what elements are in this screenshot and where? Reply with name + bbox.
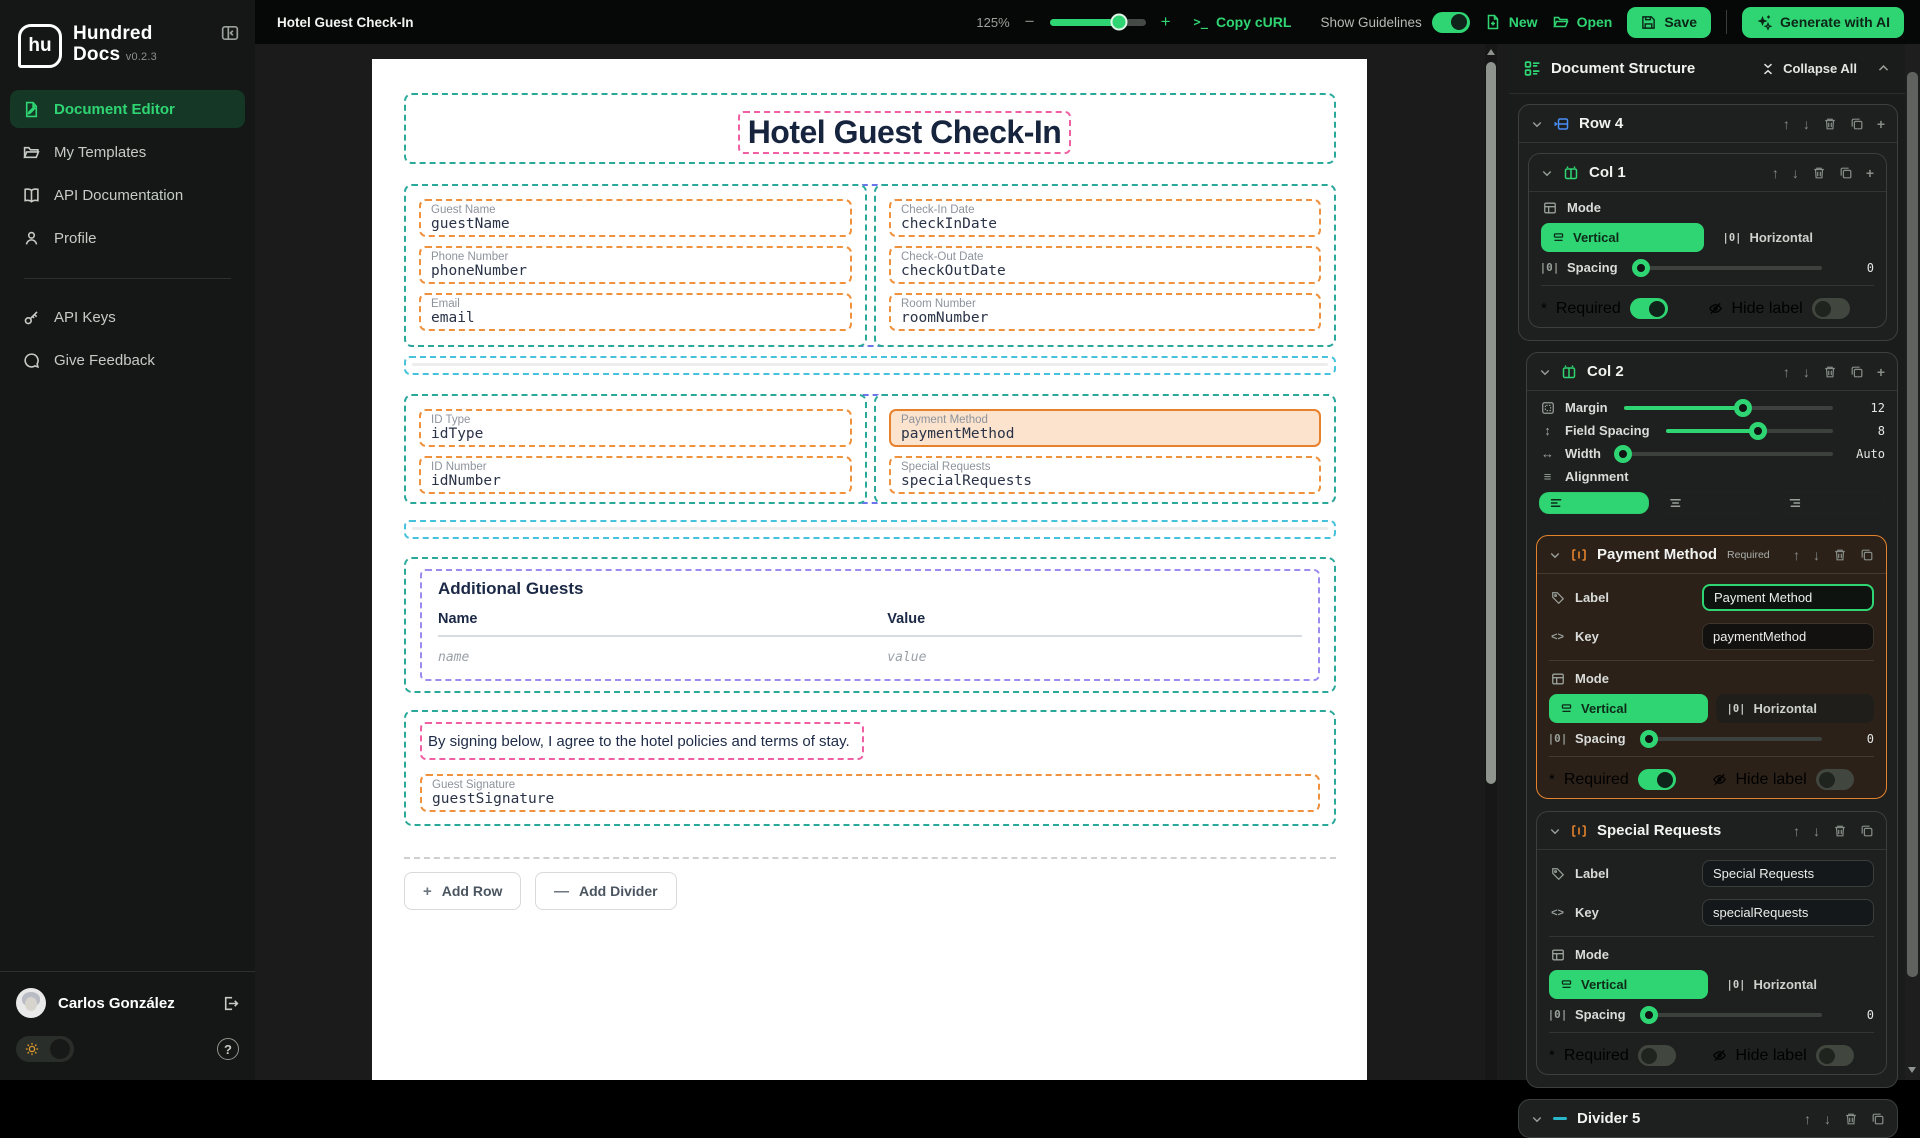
- structure-card-special-requests: [1536, 811, 1887, 1075]
- spacing-value: 0: [1866, 731, 1874, 746]
- document-title: Hotel Guest Check-In: [277, 14, 414, 30]
- key-input[interactable]: [1702, 899, 1874, 926]
- spacing-slider[interactable]: [1642, 737, 1822, 741]
- open-folder-icon: [1553, 14, 1569, 30]
- collapse-all-icon: [1761, 62, 1775, 76]
- section-separator: [1549, 660, 1874, 661]
- minus-icon: —: [554, 882, 569, 900]
- window-scrollbar-thumb[interactable]: [1907, 72, 1918, 977]
- required-label: Required: [1555, 299, 1621, 317]
- structure-card-payment-method: [1536, 535, 1887, 799]
- add-row-button[interactable]: + Add Row: [404, 872, 521, 910]
- title-block[interactable]: [738, 111, 1071, 154]
- book-icon: [23, 187, 41, 204]
- move-down-icon[interactable]: ↓: [1813, 822, 1820, 839]
- zoom-in-button[interactable]: +: [1160, 12, 1171, 31]
- spacing-slider[interactable]: [1634, 266, 1822, 270]
- spacing-label: Spacing: [1575, 1007, 1626, 1022]
- code-key-icon: <>: [1551, 906, 1564, 919]
- mode-icon: [1541, 201, 1558, 215]
- duplicate-icon[interactable]: [1839, 166, 1853, 180]
- window-scrollbar[interactable]: [1905, 44, 1920, 1080]
- column-icon: [1561, 364, 1577, 380]
- required-badge: Required: [1727, 548, 1770, 561]
- card-separator: [1519, 142, 1897, 143]
- show-guidelines-label: Show Guidelines: [1320, 14, 1422, 30]
- sidebar-item-my-templates[interactable]: [10, 133, 245, 171]
- alignment-label: Alignment: [1565, 469, 1629, 484]
- horizontal-mode-icon: |0|: [1722, 231, 1742, 244]
- structure-icon: [1524, 60, 1541, 77]
- brand-name-top: Hundred: [73, 23, 153, 44]
- open-button[interactable]: Open: [1553, 14, 1613, 30]
- hide-label-label: Hide label: [1735, 770, 1807, 788]
- move-down-icon[interactable]: ↓: [1791, 164, 1799, 181]
- document-editor-icon: [23, 101, 41, 118]
- margin-icon: [1539, 401, 1556, 415]
- sidebar-item-label: My Templates: [54, 143, 147, 161]
- field-spacing-icon: ↕: [1544, 423, 1551, 438]
- slider-knob[interactable]: [1640, 1006, 1658, 1024]
- generate-with-ai-button[interactable]: Generate with AI: [1742, 7, 1904, 38]
- align-center-button[interactable]: [1657, 492, 1767, 514]
- spacing-label: Spacing: [1575, 731, 1626, 746]
- mode-label: Mode: [1567, 200, 1601, 215]
- person-icon: [23, 230, 41, 247]
- field-payment-method-selected[interactable]: Payment Method paymentMethod: [889, 409, 1321, 447]
- divider5-title: Divider 5: [1577, 1110, 1641, 1127]
- label-input[interactable]: [1702, 860, 1874, 887]
- table-row[interactable]: [438, 637, 1302, 678]
- canvas-scrollbar[interactable]: [1485, 44, 1497, 1080]
- payment-header[interactable]: [1537, 536, 1886, 573]
- hide-label-toggle-off[interactable]: [1816, 1045, 1854, 1066]
- structure-card-col1: [1528, 153, 1887, 328]
- key-label: Key: [1575, 629, 1599, 644]
- sidebar-nav: [0, 90, 255, 379]
- move-up-icon[interactable]: ↑: [1793, 546, 1800, 563]
- key-icon: [23, 309, 41, 326]
- terminal-icon: >_: [1193, 15, 1208, 29]
- form-row-2[interactable]: [404, 184, 1336, 347]
- sidebar: [0, 0, 255, 1080]
- panel-collapse-chevron[interactable]: [1877, 62, 1890, 75]
- sidebar-item-label: API Documentation: [54, 186, 184, 204]
- required-label: Required: [1563, 1046, 1629, 1064]
- add-divider-button[interactable]: — Add Divider: [535, 872, 677, 910]
- field-spacing-label: Field Spacing: [1565, 423, 1650, 438]
- label-label: Label: [1575, 866, 1609, 881]
- eye-off-icon: [1712, 772, 1727, 787]
- field-check-in-date[interactable]: Check-In Date checkInDate: [889, 199, 1321, 237]
- row4-header[interactable]: [1519, 105, 1897, 142]
- field-id-type[interactable]: ID Type idType: [419, 409, 852, 447]
- sidebar-item-api-documentation[interactable]: [10, 176, 245, 214]
- save-floppy-icon: [1641, 15, 1656, 30]
- tag-icon: [1549, 867, 1566, 881]
- canvas-scrollbar-thumb[interactable]: [1486, 62, 1496, 784]
- column-icon: [1563, 165, 1579, 181]
- label-input-focused[interactable]: [1702, 584, 1874, 611]
- duplicate-icon[interactable]: [1860, 824, 1874, 838]
- agreement-text-block[interactable]: By signing below, I agree to the hotel policies and terms of stay.: [420, 722, 864, 760]
- spacing-slider[interactable]: [1642, 1013, 1822, 1017]
- table-heading: Additional Guests: [438, 579, 584, 598]
- move-down-icon[interactable]: ↓: [1813, 546, 1820, 563]
- col2-title: Col 2: [1587, 363, 1624, 380]
- required-asterisk-icon: *: [1549, 1047, 1555, 1064]
- duplicate-icon[interactable]: [1850, 117, 1864, 131]
- mode-label: Mode: [1575, 671, 1609, 686]
- drop-target-line: [404, 857, 1336, 859]
- sidebar-item-give-feedback[interactable]: [10, 341, 245, 379]
- brand-name-bottom: Docs: [73, 43, 121, 65]
- divider-line: [412, 363, 1328, 366]
- sparkles-icon: [1756, 14, 1772, 30]
- section-separator: [1549, 756, 1874, 757]
- spacing-icon: |0|: [1547, 1008, 1568, 1021]
- payment-title: Payment Method: [1597, 546, 1718, 563]
- slider-knob[interactable]: [1640, 730, 1658, 748]
- label-label: Label: [1575, 590, 1609, 605]
- form-row-5[interactable]: [404, 710, 1336, 826]
- tag-icon: [1549, 591, 1566, 605]
- width-slider[interactable]: [1617, 452, 1833, 456]
- width-value: Auto: [1856, 446, 1885, 461]
- sidebar-item-profile[interactable]: [10, 219, 245, 257]
- mode-horizontal-button[interactable]: |0| Horizontal: [1726, 977, 1818, 992]
- new-file-icon: [1485, 14, 1501, 30]
- table-cell-name: name: [438, 650, 470, 665]
- divider-line: [412, 527, 1328, 530]
- sidebar-item-api-keys[interactable]: [10, 298, 245, 336]
- required-asterisk-icon: *: [1541, 300, 1547, 317]
- structure-card-divider5: [1518, 1099, 1898, 1138]
- add-icon[interactable]: +: [1876, 115, 1885, 132]
- table-col-value: Value: [887, 611, 926, 627]
- theme-toggle-knob: [50, 1039, 70, 1059]
- sun-icon: [25, 1042, 39, 1056]
- document-structure-panel: [1509, 44, 1905, 1127]
- sidebar-item-document-editor[interactable]: [10, 90, 245, 128]
- form-row-3[interactable]: [404, 394, 1336, 504]
- chevron-down-icon[interactable]: [1531, 118, 1543, 130]
- move-up-icon[interactable]: ↑: [1771, 164, 1779, 181]
- theme-toggle[interactable]: [16, 1036, 74, 1062]
- chevron-down-icon[interactable]: [1541, 167, 1553, 179]
- new-button[interactable]: New: [1485, 14, 1538, 30]
- field-guest-name[interactable]: Guest Name guestName: [419, 199, 852, 237]
- section-separator: [1549, 936, 1874, 937]
- sidebar-item-label: Document Editor: [54, 100, 175, 118]
- spacing-label: Spacing: [1567, 260, 1618, 275]
- row2-col2[interactable]: [874, 184, 1336, 347]
- field-email[interactable]: Email email: [419, 293, 852, 331]
- mode-icon: [1549, 948, 1566, 962]
- sidebar-collapse-icon[interactable]: [221, 24, 239, 42]
- field-phone-number[interactable]: Phone Number phoneNumber: [419, 246, 852, 284]
- additional-guests-table[interactable]: [420, 569, 1320, 681]
- field-spacing-slider[interactable]: [1666, 429, 1833, 433]
- col1-header[interactable]: [1529, 154, 1886, 191]
- field-check-out-date[interactable]: Check-Out Date checkOutDate: [889, 246, 1321, 284]
- width-icon: ↔: [1541, 446, 1554, 461]
- field-room-number[interactable]: Room Number roomNumber: [889, 293, 1321, 331]
- help-button[interactable]: ?: [217, 1038, 239, 1060]
- slider-knob[interactable]: [1749, 422, 1767, 440]
- required-toggle-on[interactable]: [1630, 298, 1668, 319]
- section-separator: [1541, 285, 1874, 286]
- table-cell-value: value: [887, 650, 927, 665]
- field-id-number[interactable]: ID Number idNumber: [419, 456, 852, 494]
- vertical-mode-icon: [1552, 231, 1565, 244]
- col1-title: Col 1: [1589, 164, 1626, 181]
- col2-header[interactable]: [1527, 353, 1897, 390]
- slider-knob[interactable]: [1632, 259, 1650, 277]
- move-down-icon[interactable]: ↓: [1802, 363, 1810, 380]
- copy-curl-button[interactable]: >_ Copy cURL: [1193, 14, 1292, 30]
- key-input[interactable]: [1702, 623, 1874, 650]
- special-header[interactable]: [1537, 812, 1886, 849]
- duplicate-icon[interactable]: [1860, 548, 1874, 562]
- hide-label-label: Hide label: [1731, 299, 1803, 317]
- mode-vertical-button[interactable]: Vertical: [1549, 694, 1708, 723]
- spacing-icon: |0|: [1539, 261, 1560, 274]
- form-title: Hotel Guest Check-In: [747, 114, 1062, 150]
- row3-col2[interactable]: [874, 394, 1336, 504]
- zoom-slider[interactable]: [1050, 19, 1146, 26]
- mode-vertical-button[interactable]: Vertical: [1541, 223, 1704, 252]
- zoom-out-button[interactable]: −: [1024, 12, 1035, 31]
- form-row-4[interactable]: [404, 557, 1336, 693]
- alignment-icon: ≡: [1543, 469, 1552, 484]
- sidebar-item-label: Give Feedback: [54, 351, 155, 369]
- eye-off-icon: [1712, 1048, 1727, 1063]
- slider-knob[interactable]: [1734, 399, 1752, 417]
- trash-icon[interactable]: [1823, 117, 1837, 131]
- slider-knob[interactable]: [1614, 445, 1632, 463]
- topbar: [255, 0, 1920, 44]
- user-name: Carlos González: [58, 994, 175, 1012]
- field-guest-signature[interactable]: Guest Signature guestSignature: [420, 774, 1320, 812]
- row3-col1[interactable]: [404, 394, 867, 504]
- row2-col1[interactable]: [404, 184, 867, 347]
- trash-icon[interactable]: [1844, 1112, 1858, 1126]
- panel-body: [1509, 94, 1905, 1127]
- panel-header: [1509, 44, 1905, 94]
- hide-label-toggle-off[interactable]: [1816, 769, 1854, 790]
- eye-off-icon: [1708, 301, 1723, 316]
- move-down-icon[interactable]: ↓: [1802, 115, 1810, 132]
- width-label: Width: [1565, 446, 1601, 461]
- scrollbar-down-arrow[interactable]: [1908, 1067, 1916, 1073]
- special-title: Special Requests: [1597, 822, 1722, 839]
- sidebar-item-label: API Keys: [54, 308, 116, 326]
- margin-label: Margin: [1565, 400, 1608, 415]
- spacing-value: 0: [1866, 1007, 1874, 1022]
- hide-label-toggle-off[interactable]: [1812, 298, 1850, 319]
- mode-icon: [1549, 672, 1566, 686]
- brand: [0, 0, 255, 84]
- duplicate-icon[interactable]: [1871, 1112, 1885, 1126]
- templates-folder-icon: [23, 144, 41, 161]
- hide-label-label: Hide label: [1735, 1046, 1807, 1064]
- mode-label: Mode: [1575, 947, 1609, 962]
- sidebar-footer: [0, 971, 255, 1080]
- plus-icon: +: [423, 882, 432, 900]
- field-icon: [1571, 547, 1587, 563]
- avatar: [16, 988, 46, 1018]
- zoom-slider-fill: [1050, 19, 1119, 26]
- app-version: v0.2.3: [125, 50, 157, 63]
- collapse-all-button[interactable]: Collapse All: [1761, 61, 1857, 76]
- sidebar-divider: [24, 278, 231, 279]
- horizontal-mode-icon: |0|: [1726, 978, 1746, 991]
- chevron-down-icon[interactable]: [1549, 825, 1561, 837]
- sidebar-item-label: Profile: [54, 229, 97, 247]
- required-asterisk-icon: *: [1549, 771, 1555, 788]
- required-toggle-on[interactable]: [1638, 769, 1676, 790]
- zoom-level: 125%: [976, 14, 1010, 30]
- spacing-value: 0: [1866, 260, 1874, 275]
- move-up-icon[interactable]: ↑: [1782, 363, 1790, 380]
- trash-icon[interactable]: [1823, 365, 1837, 379]
- mode-horizontal-button[interactable]: |0| Horizontal: [1716, 694, 1875, 723]
- panel-title: Document Structure: [1551, 60, 1696, 77]
- code-key-icon: <>: [1551, 630, 1564, 643]
- editor-canvas: [255, 44, 1509, 1080]
- field-icon: [1571, 823, 1587, 839]
- move-up-icon[interactable]: ↑: [1804, 1110, 1811, 1127]
- divider5-header[interactable]: [1519, 1100, 1897, 1137]
- trash-icon[interactable]: [1833, 824, 1847, 838]
- key-label: Key: [1575, 905, 1599, 920]
- show-guidelines-toggle[interactable]: [1432, 12, 1470, 33]
- vertical-mode-icon: [1560, 978, 1573, 991]
- mode-horizontal-button[interactable]: |0| Horizontal: [1722, 230, 1814, 245]
- structure-card-col2: [1526, 352, 1898, 1088]
- section-separator: [1549, 1032, 1874, 1033]
- structure-card-row4: [1518, 104, 1898, 341]
- chevron-down-icon[interactable]: [1531, 1113, 1543, 1125]
- form-divider-1[interactable]: [404, 356, 1336, 375]
- chevron-down-icon[interactable]: [1539, 366, 1551, 378]
- add-icon[interactable]: +: [1876, 363, 1885, 380]
- trash-icon[interactable]: [1812, 166, 1826, 180]
- duplicate-icon[interactable]: [1850, 365, 1864, 379]
- table-col-name: Name: [438, 611, 478, 627]
- vertical-mode-icon: [1560, 702, 1573, 715]
- chevron-down-icon[interactable]: [1549, 549, 1561, 561]
- margin-slider[interactable]: [1624, 406, 1833, 410]
- align-left-button[interactable]: [1539, 492, 1649, 514]
- form-row-title[interactable]: [404, 93, 1336, 164]
- trash-icon[interactable]: [1833, 548, 1847, 562]
- feedback-chat-icon: [23, 352, 41, 369]
- field-special-requests[interactable]: Special Requests specialRequests: [889, 456, 1321, 494]
- app-logo: hu: [18, 24, 62, 68]
- move-down-icon[interactable]: ↓: [1824, 1110, 1831, 1127]
- mode-vertical-button[interactable]: Vertical: [1549, 970, 1708, 999]
- form-divider-2[interactable]: [404, 520, 1336, 539]
- move-up-icon[interactable]: ↑: [1782, 115, 1790, 132]
- scrollbar-up-arrow[interactable]: [1487, 49, 1495, 55]
- table-header-row: [438, 599, 1302, 637]
- field-spacing-value: 8: [1877, 423, 1885, 438]
- topbar-divider: [1726, 10, 1727, 34]
- move-up-icon[interactable]: ↑: [1793, 822, 1800, 839]
- document-page: [372, 59, 1367, 1080]
- save-button[interactable]: Save: [1627, 7, 1711, 38]
- divider-icon: [1553, 1117, 1567, 1120]
- logout-icon[interactable]: [222, 995, 239, 1012]
- spacing-icon: |0|: [1547, 732, 1568, 745]
- margin-value: 12: [1870, 400, 1885, 415]
- horizontal-mode-icon: |0|: [1726, 702, 1746, 715]
- row4-title: Row 4: [1579, 115, 1624, 132]
- add-icon[interactable]: +: [1865, 164, 1874, 181]
- required-label: Required: [1563, 770, 1629, 788]
- align-right-button[interactable]: [1775, 492, 1885, 514]
- required-toggle-off[interactable]: [1638, 1045, 1676, 1066]
- zoom-slider-knob[interactable]: [1110, 14, 1127, 31]
- row-icon: [1553, 116, 1569, 132]
